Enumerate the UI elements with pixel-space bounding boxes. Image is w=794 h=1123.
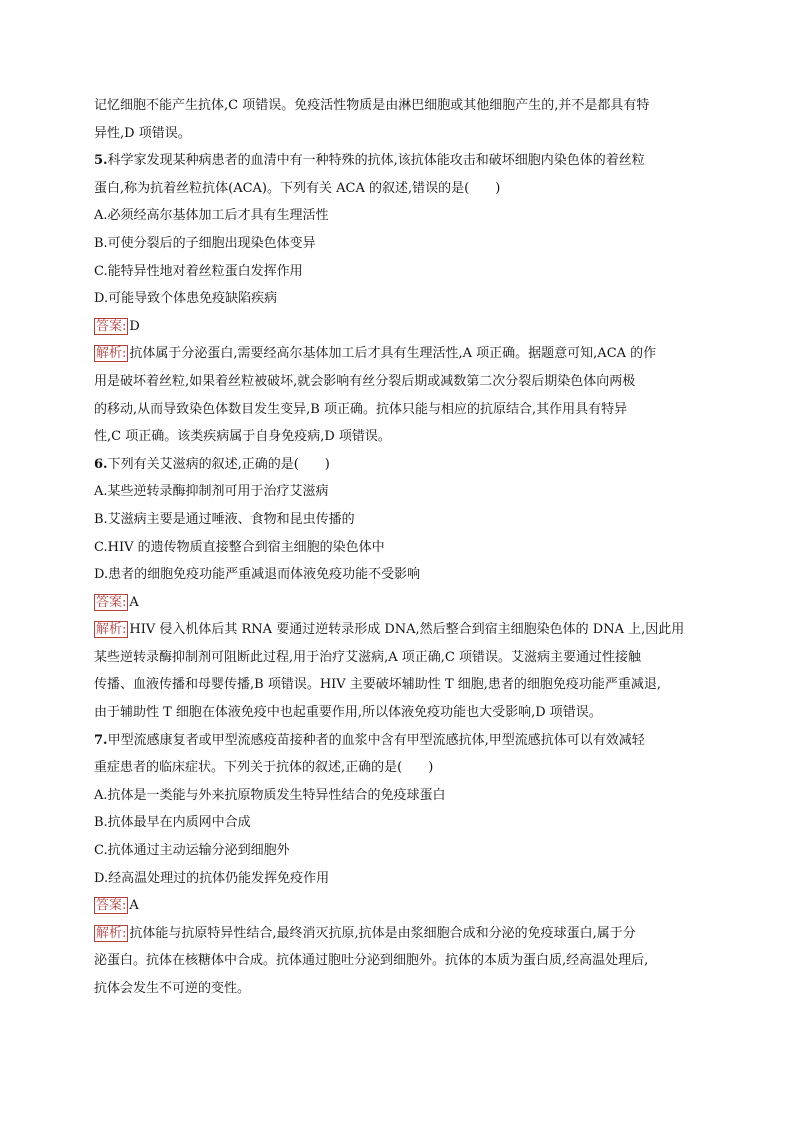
- question-stem-line: 蛋白,称为抗着丝粒抗体(ACA)。下列有关 ACA 的叙述,错误的是( ): [94, 180, 501, 196]
- analysis-line: 由于辅助性 T 细胞在体液免疫中也起重要作用,所以体液免疫功能也大受影响,D 项错误。: [94, 705, 602, 721]
- analysis-label: 解析:: [96, 925, 127, 941]
- analysis-label: 解析:: [96, 622, 127, 638]
- analysis-line: 解析: 抗体属于分泌蛋白,需要经高尔基体加工后才具有生理活性,A 项正确。据题意可知,ACA 的作: [96, 346, 657, 362]
- option-c: C.能特异性地对着丝粒蛋白发挥作用: [94, 263, 303, 279]
- answer-value: A: [129, 898, 139, 914]
- question-stem-line: 重症患者的临床症状。下列关于抗体的叙述,正确的是( ): [94, 760, 434, 776]
- answer-label: 答案:: [96, 594, 127, 610]
- option-d: D.患者的细胞免疫功能严重减退而体液免疫功能不受影响: [94, 567, 421, 583]
- answer-line: [94, 589, 714, 617]
- question-stem-line: 7.甲型流感康复者或甲型流感疫苗接种者的血浆中含有甲型流感抗体,甲型流感抗体可以有效减轻: [94, 732, 645, 748]
- option-a: A.抗体是一类能与外来抗原物质发生特异性结合的免疫球蛋白: [94, 787, 446, 803]
- analysis-line: 性,C 项正确。该类疾病属于自身免疫病,D 项错误。: [94, 429, 391, 445]
- answer-label: 答案:: [96, 898, 127, 914]
- answer-value: D: [129, 318, 140, 334]
- option-c: C.HIV 的遗传物质直接整合到宿主细胞的染色体中: [94, 539, 385, 555]
- intro-line: 记忆细胞不能产生抗体,C 项错误。免疫活性物质是由淋巴细胞或其他细胞产生的,并不是都具有特: [94, 98, 650, 113]
- question-number: 6.: [94, 456, 108, 472]
- option-b: B.艾滋病主要是通过唾液、食物和昆虫传播的: [94, 511, 355, 527]
- analysis-line: 解析: HIV 侵入机体后其 RNA 要通过逆转录形成 DNA,然后整合到宿主细胞染色体的 DNA 上,因此用: [96, 622, 685, 638]
- option-d: D.经高温处理过的抗体仍能发挥免疫作用: [94, 870, 330, 886]
- question-stem-line: 6.下列有关艾滋病的叙述,正确的是( ): [94, 456, 330, 472]
- option-a: A.必须经高尔基体加工后才具有生理活性: [94, 208, 329, 224]
- answer-label: 答案:: [96, 318, 127, 334]
- analysis-line: 的移动,从而导致染色体数目发生变异,B 项正确。抗体只能与相应的抗原结合,其作用具有特异: [94, 401, 628, 417]
- analysis-label: 解析:: [96, 346, 127, 362]
- option-c: C.抗体通过主动运输分泌到细胞外: [94, 843, 290, 859]
- document-page: [94, 92, 714, 1003]
- answer-value: A: [129, 594, 139, 610]
- analysis-line: 传播、血液传播和母婴传播,B 项错误。HIV 主要破坏辅助性 T 细胞,患者的细胞免疫功能严重减退,: [94, 677, 662, 693]
- option-b: B.可使分裂后的子细胞出现染色体变异: [94, 235, 316, 251]
- answer-line: [94, 892, 714, 920]
- analysis-line: 用是破坏着丝粒,如果着丝粒被破坏,就会影响有丝分裂后期或减数第二次分裂后期染色体向两极: [94, 373, 636, 389]
- analysis-line: 抗体会发生不可逆的变性。: [94, 981, 251, 996]
- intro-line: 异性,D 项错误。: [94, 125, 191, 141]
- question-number: 5.: [94, 153, 108, 169]
- question-number: 7.: [94, 732, 108, 748]
- option-d: D.可能导致个体患免疫缺陷疾病: [94, 291, 278, 307]
- option-a: A.某些逆转录酶抑制剂可用于治疗艾滋病: [94, 484, 329, 500]
- question-stem-line: 5.科学家发现某种病患者的血清中有一种特殊的抗体,该抗体能攻击和破坏细胞内染色体的着丝粒: [94, 153, 645, 169]
- option-b: B.抗体最早在内质网中合成: [94, 815, 251, 831]
- analysis-line: 泌蛋白。抗体在核糖体中合成。抗体通过胞吐分泌到细胞外。抗体的本质为蛋白质,经高温处理后,: [94, 953, 649, 969]
- analysis-line: 解析: 抗体能与抗原特异性结合,最终消灭抗原,抗体是由浆细胞合成和分泌的免疫球蛋白,属于分: [96, 925, 636, 941]
- answer-line: [94, 313, 714, 341]
- analysis-line: 某些逆转录酶抑制剂可阻断此过程,用于治疗艾滋病,A 项正确,C 项错误。艾滋病主要通过性接触: [94, 649, 641, 665]
